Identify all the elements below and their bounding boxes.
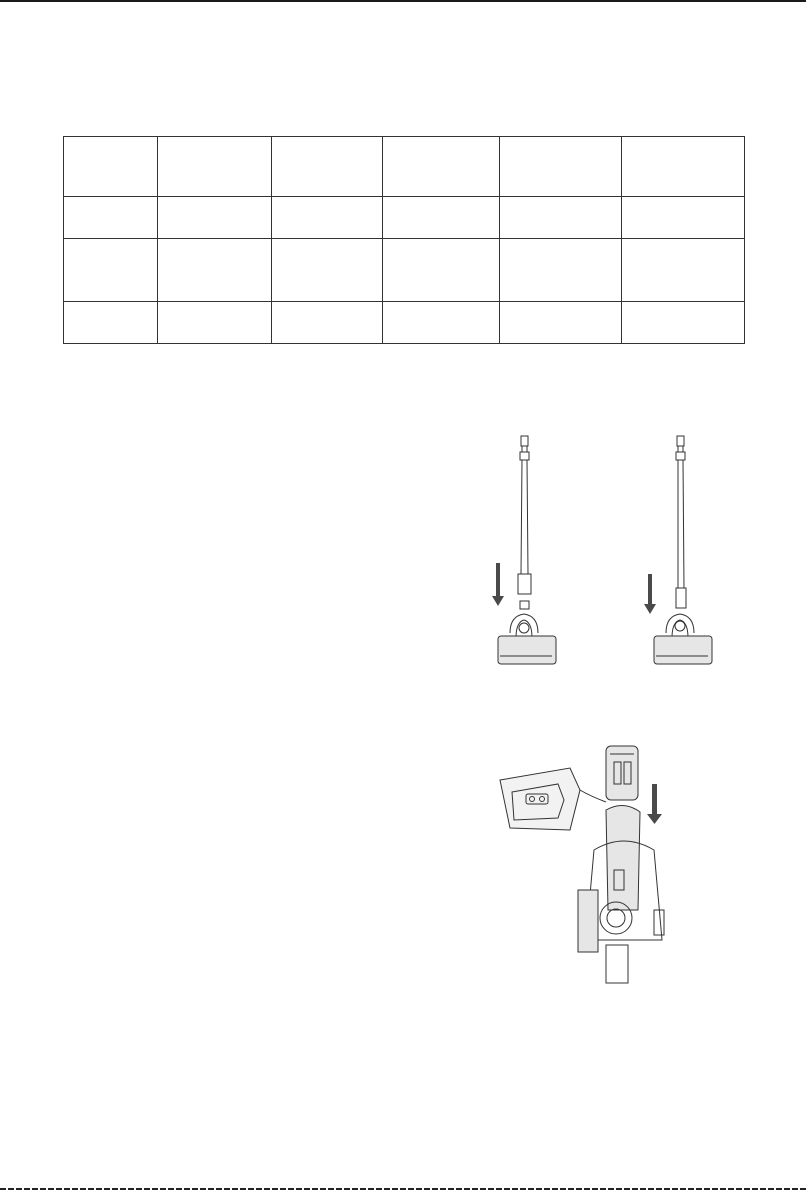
table-cell <box>383 197 500 239</box>
tube-attached-illustration <box>636 428 736 678</box>
table-cell <box>272 302 383 344</box>
bottom-rule <box>0 1188 806 1190</box>
down-arrow-icon <box>647 784 662 824</box>
table-cell <box>383 239 500 302</box>
top-rule <box>0 0 806 2</box>
table-cell <box>272 197 383 239</box>
table-cell <box>500 197 622 239</box>
table-cell <box>272 239 383 302</box>
table-cell <box>500 137 622 197</box>
down-arrow-icon <box>492 563 504 606</box>
table-cell <box>158 239 272 302</box>
table-cell <box>500 302 622 344</box>
tube-attach-illustration <box>480 428 580 678</box>
table-cell <box>622 302 745 344</box>
spec-table <box>63 136 745 344</box>
table-cell <box>272 137 383 197</box>
table-cell <box>622 137 745 197</box>
table-cell <box>64 137 158 197</box>
table-row <box>64 137 745 197</box>
table-cell <box>622 197 745 239</box>
table-cell <box>158 197 272 239</box>
table-cell <box>383 302 500 344</box>
battery-insert-illustration <box>498 740 673 985</box>
table-row <box>64 302 745 344</box>
table-cell <box>64 197 158 239</box>
down-arrow-icon <box>644 574 656 614</box>
table-cell <box>64 239 158 302</box>
table-row <box>64 197 745 239</box>
table-cell <box>158 302 272 344</box>
table-cell <box>622 239 745 302</box>
table-row <box>64 239 745 302</box>
table-cell <box>500 239 622 302</box>
table-cell <box>158 137 272 197</box>
table-cell <box>64 302 158 344</box>
table-cell <box>383 137 500 197</box>
